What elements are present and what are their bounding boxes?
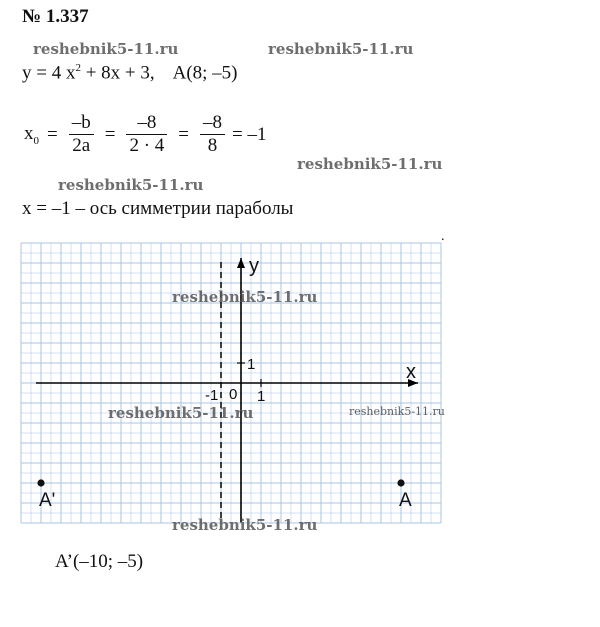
x-axis-label: x — [406, 361, 416, 383]
given-equation: y = 4 $x^2 + 8x + 3$, A(8; –5) — [22, 62, 238, 84]
fraction-simplified: $\frac{-8}{8}$ — [200, 112, 225, 157]
stray-dot: . — [441, 229, 445, 244]
y-tick-label: 1 — [247, 356, 256, 373]
point-label: A' — [39, 490, 56, 511]
symmetry-axis-statement: x = –1 – ось симметрии параболы — [22, 198, 294, 219]
neg-tick-label: -1 — [205, 387, 219, 404]
problem-number: № 1.337 — [22, 6, 89, 27]
vertex-calculation: $x_0$ = $\frac{-b}{2a}$ = $\frac{-8}{2 \cdot 4}$ = $\frac{-8}{8}$ = –1 — [24, 112, 267, 156]
watermark: reshebnik5-11.ru — [108, 404, 254, 422]
answer: A’(–10; –5) — [55, 551, 144, 572]
x-tick-label: 1 — [257, 388, 266, 405]
origin-label: 0 — [229, 386, 238, 403]
watermark: reshebnik5-11.ru — [58, 176, 204, 194]
watermark: reshebnik5-11.ru — [297, 155, 443, 173]
watermark: reshebnik5-11.ru — [349, 405, 445, 418]
point-marker — [37, 479, 44, 486]
point-marker — [397, 479, 404, 486]
watermark: reshebnik5-11.ru — [33, 40, 179, 58]
points — [37, 479, 412, 511]
y-axis-label: y — [249, 255, 259, 277]
vertex-var: $x_0$ — [24, 122, 39, 147]
point-label: A — [399, 490, 412, 511]
watermark: reshebnik5-11.ru — [268, 40, 414, 58]
watermark: reshebnik5-11.ru — [172, 516, 318, 534]
fraction-substituted: $\frac{-8}{2 \cdot 4}$ — [126, 112, 167, 157]
fraction-formula: $\frac{-b}{2a}$ — [69, 112, 94, 157]
watermark: reshebnik5-11.ru — [172, 288, 318, 306]
vertex-result: = –1 — [231, 123, 267, 145]
